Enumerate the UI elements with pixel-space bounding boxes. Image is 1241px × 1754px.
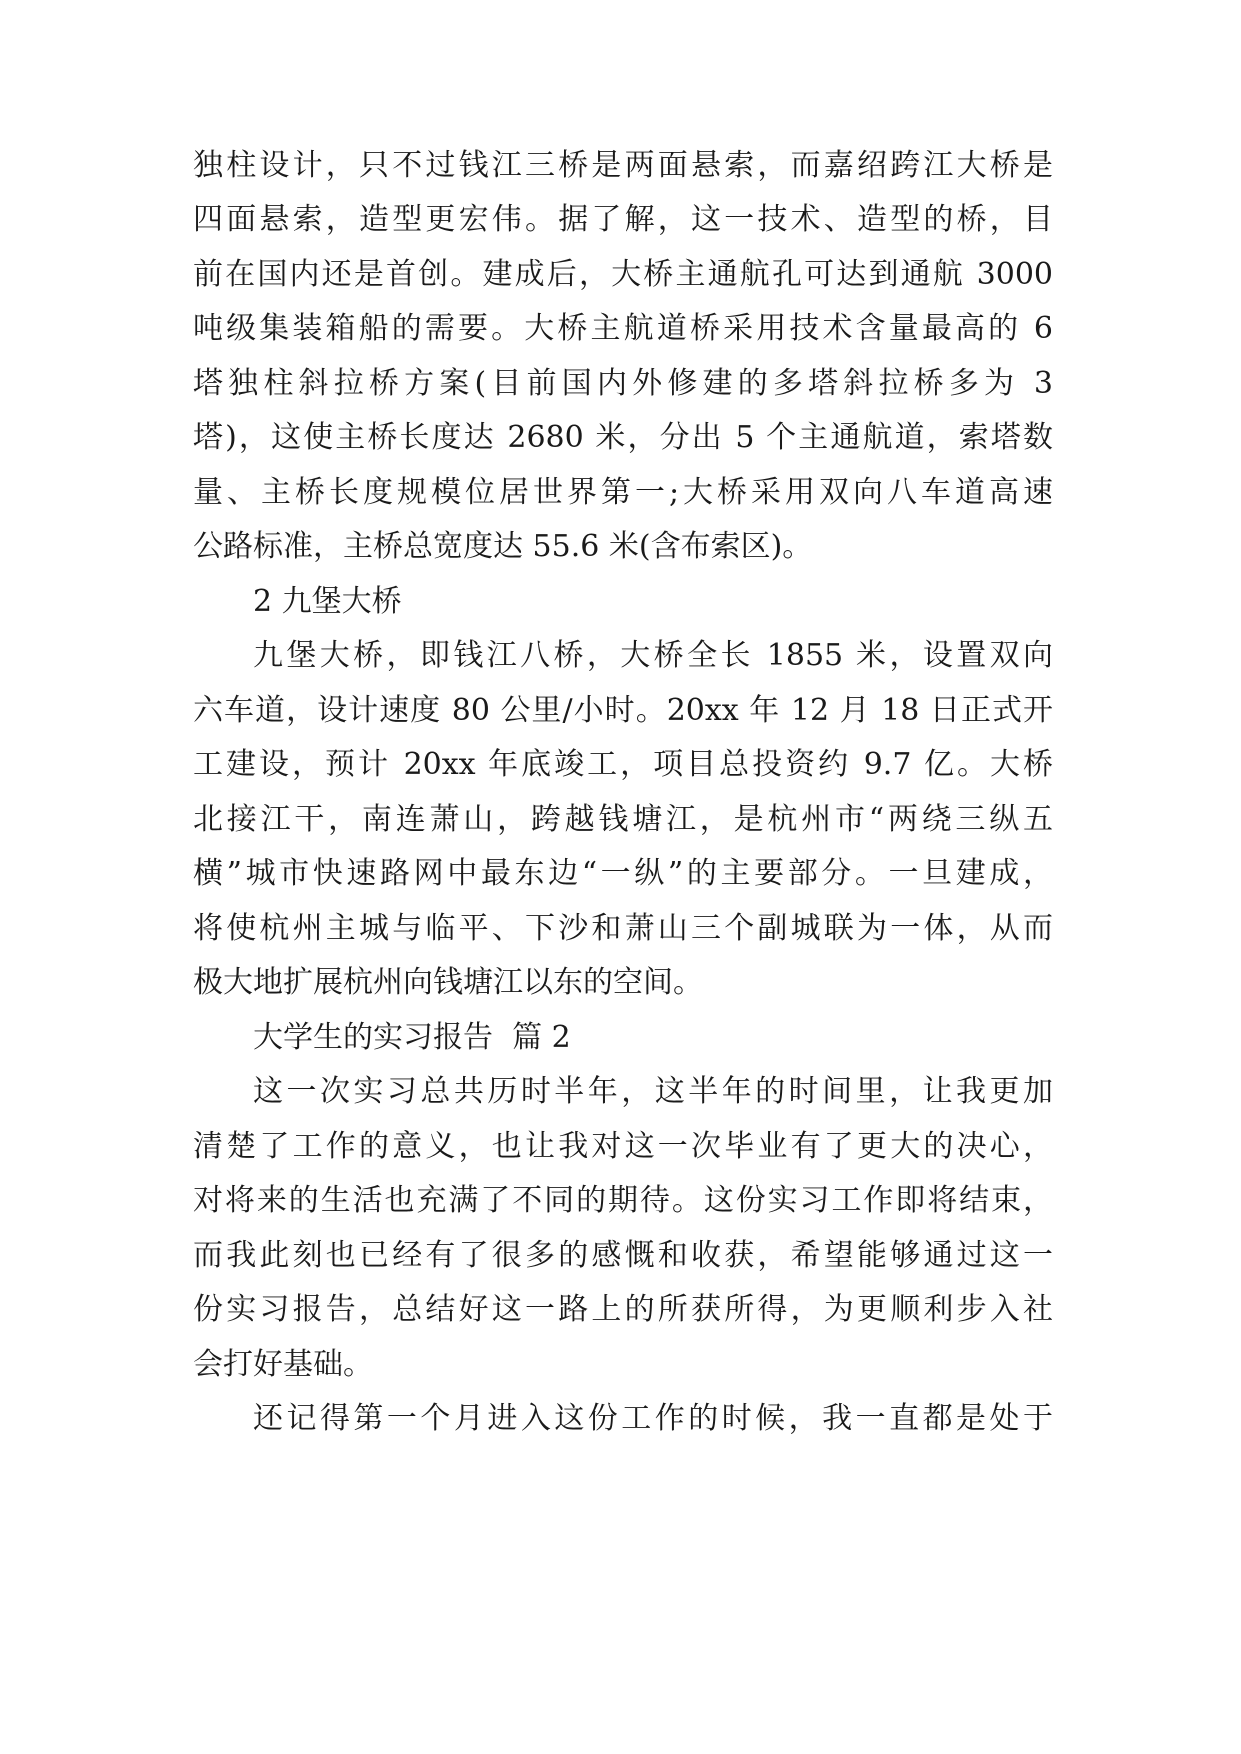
text-line: 四面悬索，造型更宏伟。据了解，这一技术、造型的桥，目 [193, 202, 1053, 237]
text-line: 九堡大桥，即钱江八桥，大桥全长 1855 米，设置双向 [253, 638, 1053, 673]
text-line: 横”城市快速路网中最东边“一纵”的主要部分。一旦建成， [193, 856, 1053, 891]
section-heading: 2 九堡大桥 [253, 584, 402, 619]
section-heading: 大学生的实习报告 篇 2 [253, 1020, 571, 1055]
text-line: 会打好基础。 [193, 1347, 373, 1382]
text-line: 还记得第一个月进入这份工作的时候，我一直都是处于 [253, 1401, 1053, 1436]
text-line: 量、主桥长度规模位居世界第一;大桥采用双向八车道高速 [193, 475, 1053, 510]
text-line: 塔独柱斜拉桥方案(目前国内外修建的多塔斜拉桥多为 3 [193, 366, 1053, 401]
text-line: 清楚了工作的意义，也让我对这一次毕业有了更大的决心， [193, 1129, 1053, 1164]
text-line: 工建设，预计 20xx 年底竣工，项目总投资约 9.7 亿。大桥 [193, 747, 1053, 782]
text-line: 对将来的生活也充满了不同的期待。这份实习工作即将结束， [193, 1183, 1053, 1218]
text-line: 塔)，这使主桥长度达 2680 米，分出 5 个主通航道，索塔数 [193, 420, 1053, 455]
text-line: 份实习报告，总结好这一路上的所获所得，为更顺利步入社 [193, 1292, 1053, 1327]
text-line: 将使杭州主城与临平、下沙和萧山三个副城联为一体，从而 [193, 911, 1053, 946]
text-line: 而我此刻也已经有了很多的感慨和收获，希望能够通过这一 [193, 1238, 1053, 1273]
text-line: 吨级集装箱船的需要。大桥主航道桥采用技术含量最高的 6 [193, 311, 1053, 346]
text-line: 独柱设计，只不过钱江三桥是两面悬索，而嘉绍跨江大桥是 [193, 148, 1053, 183]
text-line: 北接江干，南连萧山，跨越钱塘江，是杭州市“两绕三纵五 [193, 802, 1053, 837]
text-line: 极大地扩展杭州向钱塘江以东的空间。 [193, 965, 703, 1000]
text-line: 公路标准，主桥总宽度达 55.6 米(含布索区)。 [193, 529, 813, 564]
text-line: 前在国内还是首创。建成后，大桥主通航孔可达到通航 3000 [193, 257, 1053, 292]
text-line: 六车道，设计速度 80 公里/小时。20xx 年 12 月 18 日正式开 [193, 693, 1053, 728]
text-line: 这一次实习总共历时半年，这半年的时间里，让我更加 [253, 1074, 1053, 1109]
